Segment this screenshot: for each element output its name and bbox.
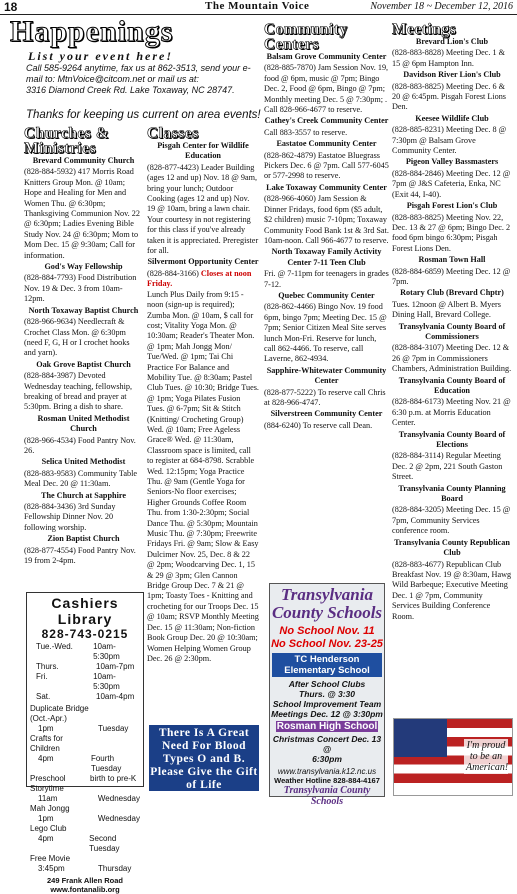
org-name: Davidson River Lion's Club bbox=[403, 70, 501, 80]
library-cell: Fri. bbox=[36, 672, 48, 681]
org-details: (828-862-4879) Eastatoe Bluegrass Pickers Dec. 6 @ 7pm. Call 577-6045 or 577-2998 to reserve. bbox=[264, 150, 389, 181]
meetings-column bbox=[392, 22, 512, 623]
ad-footer: Transylvania County Schools bbox=[283, 785, 371, 807]
happenings-title: Happenings bbox=[10, 15, 174, 48]
org-name: Silvermont Opportunity Center bbox=[147, 257, 259, 267]
library-row bbox=[30, 824, 140, 834]
org-details: (828-883-8825) Meeting Nov. 22, Dec. 13 & 27 @ 6pm; Bingo Dec. 2 food 6pm bingo 6:30pm; Pisgah Forest Lions Den. bbox=[392, 212, 511, 253]
library-row bbox=[36, 692, 140, 702]
org-name: The Church at Sapphire bbox=[40, 490, 126, 500]
org-name: Transylvania County Board of Commissioners bbox=[398, 321, 506, 341]
org-details: Lunch Plus Daily from 9:15 -noon (sign-up is required); Zumba Mon. @ 10am, $ call for cost; Vitality Yoga Mon. @ 10:30am; Reader's Theater Mon. @ 1pm; Mah Jongg Mon/ Tue/Wed. @ 1pm; Tai Chi Practice For Balance and Mobility Tue. @ 8:30am; Pastel Club Tues. @ 10:30; Bridge Tues. @ 1pm; Yoga Pilates Fusion Tues. @ 6-7pm; Sit & Stitch (Knitting/ Crocheting Group) Wed. @ 10am; Free Ageless Grace® Wed. @ 11:30am, Classroom space is limited, call to register at 684-8798. Scrabble Wed. 12:15pm; Yoga Practice Thu. @ 9am (Gentle Yoga for Seniors-No floor exercises; Higher Grounds Coffee Room Thu. from 1:30-2:30pm; Social Dance Thu. @ 5:30pm; Mountain Music Thu. @ 7:30pm; Freewrite Fridays Fri. @ 9am; Slow & Easy Dulcimer Nov. 25, Dec. 8 & 22 @ 2pm; Woodcarving Dec. 1, 15 & 29 @ 3pm; Glen Cannon Bridge Group Dec. 7 & 21 @ 1pm; Toasty Toes - Knitting and crocheting for our Troops Dec. 15 @ 10am; RSVP Monthly Meeting Dec. 15 @ 11:30am; Non-fiction Book Group Dec. 20 @ 10:30am; Women Helping Women Group Dec. 26 @ 2:30pm. bbox=[147, 289, 259, 663]
org-details: (884-6240) To reserve call Dean. bbox=[264, 420, 373, 430]
org-name: Silverstreen Community Center bbox=[270, 409, 383, 419]
library-row bbox=[30, 834, 140, 854]
org-details: (828-884-5932) 417 Morris Road Knitters Group Mon. @ 10am; Hope and Healing for Men and Women Thu. @ 6:30pm; Thanksgiving Communion Nov. 22 @ 6:30pm; Ladies Evening Bible Study Nov. 24 @ 6:30pm; Mom to Mom Dec. 15 @ 9:30am; Call for information. bbox=[24, 167, 140, 260]
org-name: Keesee Wildlife Club bbox=[415, 113, 489, 123]
org-details: (828-862-4466) Bingo Nov. 19 food 6pm, bingo 7pm; Meeting Dec. 15 @ 7pm; Senior Citizen Meal Site serves lunch Mon-Fri. Reserve for lunch, call 862-4466. To reserve, call Laverne, 862-4934. bbox=[264, 302, 387, 364]
library-row bbox=[30, 794, 140, 804]
org-details: (828-884-3114) Regular Meeting Dec. 2 @ 2pm, 221 South Gaston Street. bbox=[392, 451, 503, 482]
org-details: (828-877-4423) Leader Building (ages 12 and up) Nov. 18 @ 9am, bring your lunch; Outdoor Cooking (ages 12 and up) Nov. 19 @ 10am, bring a lawn chair. Your courtesy in not registering for this class if you've already taken it is appreciated. Preregister for all. bbox=[147, 162, 259, 256]
school-event: Meetings Dec. 12 @ 3:30pm bbox=[271, 709, 383, 719]
library-row bbox=[30, 704, 140, 724]
schools-ad bbox=[269, 583, 385, 807]
org-details: (828-884-2846) Meeting Dec. 12 @ 7pm @ J&S Cafeteria, Enka, NC (Exit 44, I-40). bbox=[392, 168, 511, 199]
churches-title: Churches & Ministries bbox=[24, 125, 110, 157]
library-cell: Lego Club bbox=[30, 824, 67, 833]
org-name: Balsam Grove Community Center bbox=[266, 52, 387, 61]
org-name: God's Way Fellowship bbox=[44, 262, 123, 272]
masthead: The Mountain Voice bbox=[205, 0, 310, 12]
org-name: Brevard Community Church bbox=[32, 156, 135, 165]
american-flag-image bbox=[393, 718, 513, 796]
library-cell: 1pm bbox=[38, 814, 54, 823]
org-name: North Toxaway Baptist Church bbox=[28, 305, 139, 315]
org-details: (828-885-7870) Jam Session Nov. 19, food @ 6pm, music @ 7pm; Bingo Dec. 2, Food @ 6pm, Bingo @ 7pm; Monthly meeting Dec. 5 @ 7:30pm; . Call 828-966-4677 to reserve. bbox=[264, 63, 389, 115]
org-name: Sapphire-Whitewater Community Center bbox=[266, 365, 387, 386]
library-cell: Wednesday bbox=[97, 814, 140, 823]
school-event: Thurs. @ 3:30 bbox=[299, 689, 355, 699]
org-details: (828-884-3107) Meeting Dec. 12 & 26 @ 7pm in Commissioners Chambers, Administration Building. bbox=[392, 343, 512, 374]
org-name: Lake Toxaway Community Center bbox=[266, 182, 387, 192]
no-school-notice: No School Nov. 23-25 bbox=[271, 638, 383, 650]
org-name: Transylvania County Planning Board bbox=[398, 483, 506, 504]
library-row bbox=[36, 672, 140, 692]
library-cell: Thursday bbox=[98, 864, 132, 873]
org-details: (828-966-4534) Food Pantry Nov. 26. bbox=[24, 435, 136, 455]
library-cell: 1pm bbox=[38, 724, 54, 733]
library-website: www.fontanalib.org bbox=[50, 885, 120, 894]
churches-column bbox=[24, 126, 143, 567]
library-cell: 4pm bbox=[38, 834, 54, 843]
library-cell: birth to pre-K bbox=[90, 774, 137, 783]
org-name: North Toxaway Family Activity Center 7-11 Teen Club bbox=[271, 247, 382, 267]
library-cell: Tuesday bbox=[98, 724, 129, 733]
org-details: (828-883-8828) Meeting Dec. 1 & 15 @ 6pm Hampton Inn. bbox=[392, 48, 506, 68]
org-name: Selica United Methodist bbox=[41, 457, 126, 467]
org-name: Pisgah Center for Wildlife Education bbox=[157, 141, 249, 161]
org-details: (828-883-4677) Republican Club Breakfast Nov. 19 @ 8:30am, Hawg Wild Barbeque; Executive Meeting Dec. 1 @ 7pm, Community Services Building Conference Room. bbox=[392, 559, 512, 621]
ad-brand: Transylvania bbox=[281, 585, 373, 604]
community-column bbox=[264, 22, 389, 432]
org-details: (828-884-7793) Food Distribution Nov. 19 & Dec. 3 from 10am-12pm. bbox=[24, 273, 137, 304]
org-name: Transylvania County Board of Education bbox=[398, 375, 506, 395]
org-name: Eastatoe Community Center bbox=[276, 139, 377, 149]
library-cell: 10am-4pm bbox=[96, 692, 135, 701]
org-phone: (828-884-3166) bbox=[147, 268, 199, 278]
org-details: (828-877-4554) Food Pantry Nov. 19 from 2-4pm. bbox=[24, 545, 136, 566]
org-details: (828-884-3987) Devoted Wednesday teaching, fellowship, breaking of bread and prayer at 5:30pm. Bring a dish to share. bbox=[24, 371, 133, 412]
library-cell: Crafts for Children bbox=[30, 734, 63, 753]
blood-drive-box: There Is A Great Need For Blood Types O and B. Please Give the Gift of Life bbox=[150, 727, 258, 791]
library-cell: Second Tuesday bbox=[89, 834, 120, 853]
school-website: www.transylvania.k12.nc.us bbox=[277, 767, 377, 776]
library-cell: 10am-5:30pm bbox=[93, 672, 120, 691]
library-row bbox=[30, 804, 140, 814]
school-name: Rosman High School bbox=[276, 721, 378, 732]
ad-brand: County Schools bbox=[271, 603, 383, 622]
org-name: Brevard Lion's Club bbox=[415, 37, 489, 46]
library-cell: Wednesday bbox=[97, 794, 140, 803]
classes-column bbox=[147, 126, 259, 665]
library-cell: Duplicate Bridge (Oct.-Apr.) bbox=[30, 704, 89, 723]
org-name: Pigeon Valley Bassmasters bbox=[405, 157, 499, 167]
org-details: (828-884-3436) 3rd Sunday Fellowship Dinner Nov. 20 following worship. bbox=[24, 502, 116, 532]
org-details: (828-883-9583) Community Table Meal Dec. 20 @ 11:30am. bbox=[24, 468, 137, 489]
library-phone: 828-743-0215 bbox=[41, 627, 129, 641]
org-name: Rosman Town Hall bbox=[418, 255, 486, 265]
library-row bbox=[36, 662, 140, 672]
library-cell: Preschool Storytime bbox=[30, 774, 66, 793]
library-row bbox=[30, 724, 140, 734]
library-row bbox=[30, 814, 140, 824]
library-cell: 3:45pm bbox=[38, 864, 65, 873]
issue-date: November 18 ~ December 12, 2016 bbox=[370, 1, 513, 12]
org-name: Quebec Community Center bbox=[278, 290, 375, 300]
flag-canton bbox=[394, 719, 447, 757]
org-name: Cathey's Creek Community Center bbox=[264, 116, 389, 126]
school-event: School Improvement Team bbox=[272, 699, 382, 709]
library-row bbox=[30, 734, 140, 754]
library-row bbox=[30, 854, 140, 864]
org-details: Call 883-3557 to reserve. bbox=[264, 127, 348, 137]
happenings-info bbox=[26, 63, 258, 96]
org-details: (828-966-4060) Jam Session & Dinner Fridays, food 6pm ($5 adult, $2 children) music 7-10pm; Toxaway Community Food Bank 1st & 3rd Sat. 10am-noon. Call 966-4677 to reserve. bbox=[264, 194, 389, 245]
org-details: (828-885-8231) Meeting Dec. 8 @ 7:30pm @ Balsam Grove Community Center. bbox=[392, 125, 507, 156]
weather-hotline: Weather Hotline 828-884-4167 bbox=[274, 776, 380, 785]
library-cell: Mah Jongg bbox=[30, 804, 70, 813]
library-address: 249 Frank Allen Road bbox=[47, 876, 123, 885]
org-name: Oak Grove Baptist Church bbox=[36, 359, 131, 369]
contact-info: Call 585-9264 anytime, fax us at 862-3513, send your e-mail to: MtnVoice@citcom.net or mail us at: bbox=[26, 63, 251, 84]
library-cell: Tue.-Wed. bbox=[36, 642, 73, 651]
org-details: Fri. @ 7-11pm for teenagers in grades 7-12. bbox=[264, 269, 389, 289]
library-cell: Thurs. bbox=[36, 662, 59, 671]
classes-title: Classes bbox=[147, 125, 199, 142]
org-details: (828-884-3205) Meeting Dec. 15 @ 7pm, Community Services conference room. bbox=[392, 505, 511, 536]
page-header bbox=[0, 0, 517, 15]
library-cell: Free Movie bbox=[30, 854, 71, 863]
org-name: Rosman United Methodist Church bbox=[37, 413, 130, 434]
org-details: Tues. 12noon @ Albert B. Myers Dining Hall, Brevard College. bbox=[392, 299, 501, 320]
org-details: (828-884-6859) Meeting Dec. 12 @ 7pm. bbox=[392, 266, 511, 286]
library-cell: 10am-7pm bbox=[96, 662, 135, 671]
org-name: Pisgah Forest Lion's Club bbox=[406, 201, 498, 211]
org-details: (828-877-5222) To reserve call Chris at 828-966-4747. bbox=[264, 387, 386, 407]
org-details: (828-884-6173) Meeting Nov. 21 @ 6:30 p.m. at Morris Education Center. bbox=[392, 397, 511, 428]
school-event: 6:30pm bbox=[312, 754, 342, 764]
flag-caption: I'm proud to be an American! bbox=[466, 740, 509, 773]
org-name: Transylvania County Republican Club bbox=[394, 537, 510, 558]
library-cell: Fourth Tuesday bbox=[90, 754, 122, 773]
page-number: 18 bbox=[4, 0, 18, 14]
org-details: (828-883-8825) Meeting Dec. 6 & 20 @ 6:45pm. Pisgah Forest Lions Den. bbox=[392, 81, 506, 112]
org-name: Rotary Club (Brevard Chptr) bbox=[400, 288, 504, 298]
library-title: Cashiers Library bbox=[51, 595, 119, 627]
happenings-subtitle: List your event here! bbox=[28, 49, 173, 63]
library-row bbox=[30, 754, 140, 774]
library-cell: 4pm bbox=[38, 754, 54, 763]
org-name: Zion Baptist Church bbox=[47, 534, 120, 544]
library-cell: Sat. bbox=[36, 692, 51, 701]
community-title: Community Centers bbox=[264, 21, 348, 53]
library-cell: 10am-5:30pm bbox=[93, 642, 120, 661]
library-cell: 11am bbox=[38, 794, 58, 803]
school-event: Christmas Concert Dec. 13 @ bbox=[272, 734, 382, 754]
meetings-title: Meetings bbox=[392, 21, 457, 38]
school-event: After School Clubs bbox=[288, 679, 366, 689]
mailing-address: 3316 Diamond Creek Rd. Lake Toxaway, NC 28747. bbox=[26, 85, 235, 95]
no-school-notice: No School Nov. 11 bbox=[279, 625, 375, 637]
thanks-note: Thanks for keeping us current on area events! bbox=[26, 109, 261, 121]
school-name: TC Henderson Elementary School bbox=[272, 653, 382, 677]
org-details: (828-966-9634) Needlecraft & Crochet Class Mon. @ 6:30pm (need F, G, H or I crochet hooks and yarn). bbox=[24, 317, 130, 358]
closing-notice: Closes at noon Friday. bbox=[147, 268, 252, 289]
org-name: Transylvania County Board of Elections bbox=[398, 429, 506, 450]
library-row bbox=[36, 642, 140, 662]
library-row bbox=[30, 774, 140, 794]
library-row bbox=[30, 864, 140, 874]
library-box bbox=[26, 592, 144, 894]
